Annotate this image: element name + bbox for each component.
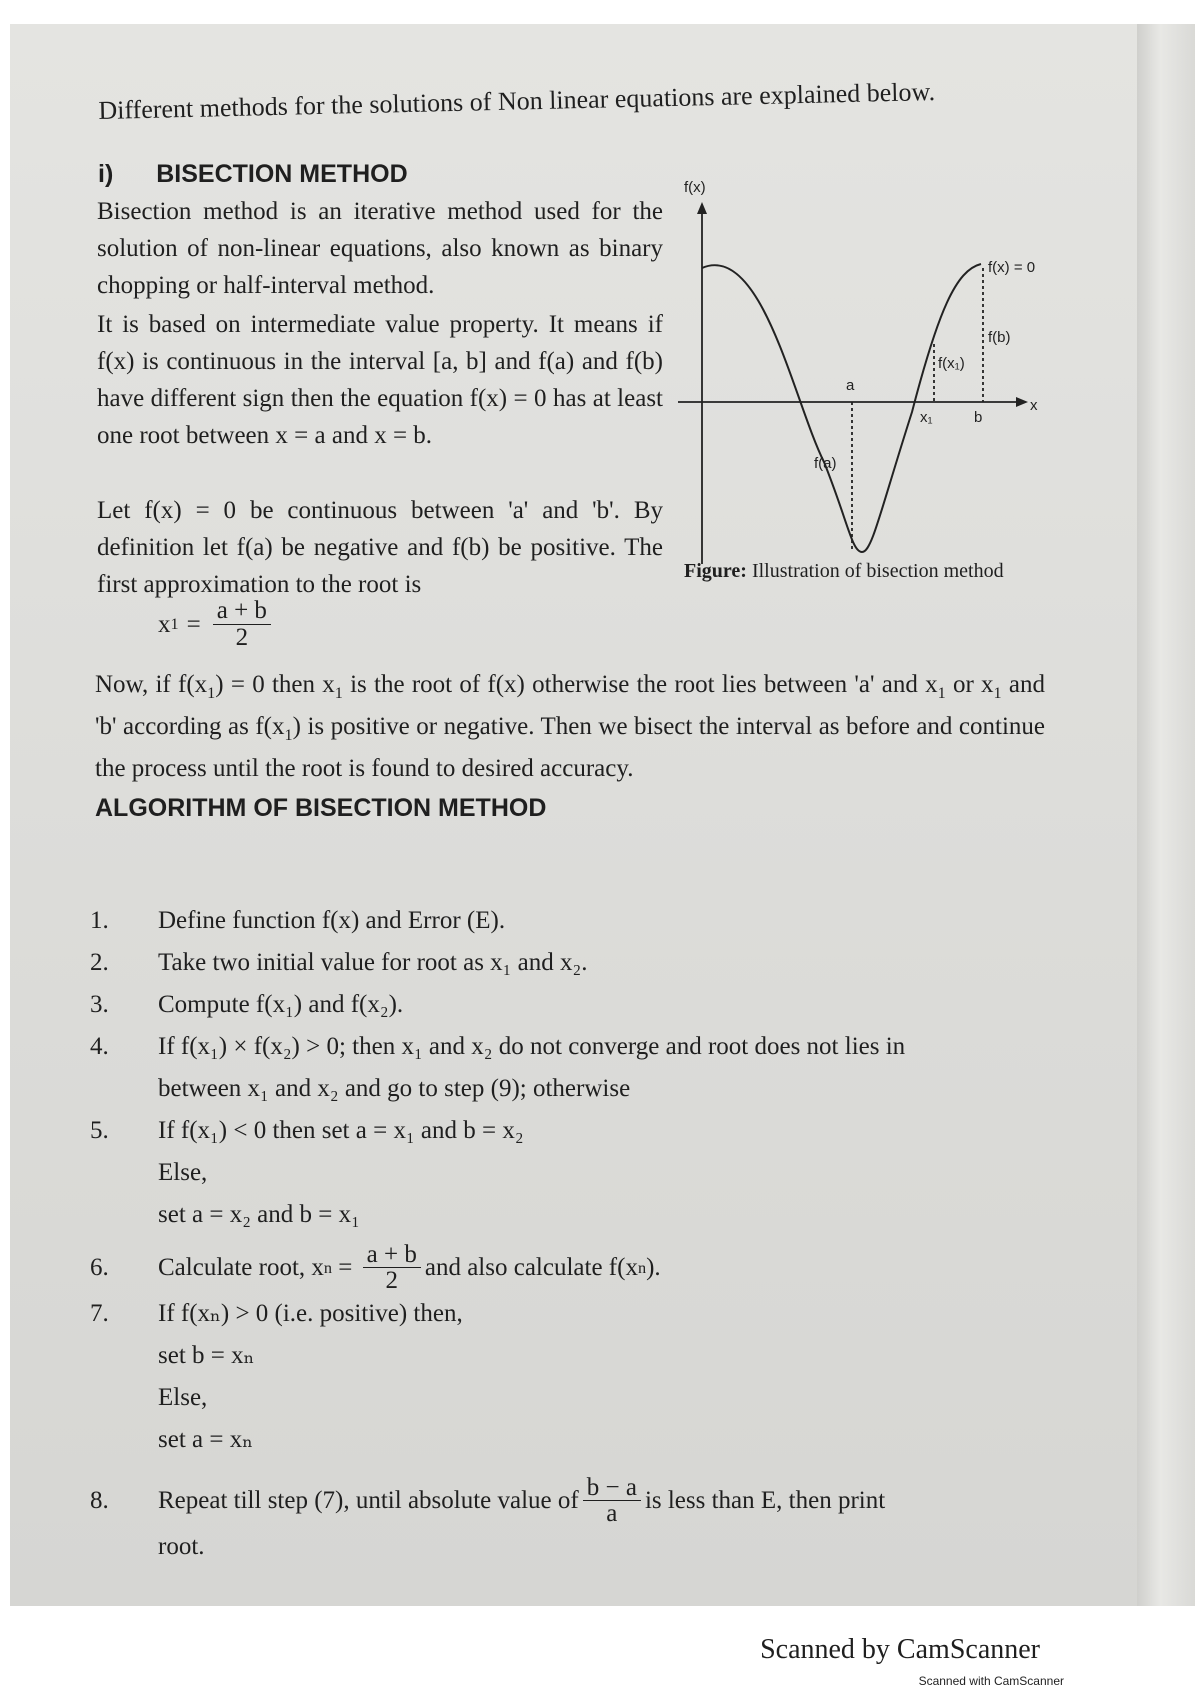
error-fraction: $\frac{b - a}{a}$ xyxy=(583,1475,641,1526)
step-number: 7. xyxy=(90,1300,109,1327)
step-text: If f(xₙ) > 0 (i.e. positive) then, xyxy=(158,1300,463,1327)
figure-caption-text: Illustration of bisection method xyxy=(746,560,1004,582)
step-1 xyxy=(90,900,1130,942)
algorithm-title: ALGORITHM OF BISECTION METHOD xyxy=(95,794,547,822)
paragraph-root-test: Now, if $f(x_1) = 0$ then $x_1$ is the root of f(x) otherwise the root lies between 'a' and $x_1$ or $x_1$ and 'b' according as $f(x_1)$ is positive or negative. Then we bisect the interval as before and continue the process until the root is found to desired accuracy. xyxy=(95,671,1046,782)
paragraph-ivt: It is based on intermediate value property. It means if f(x) is continuous in the interval [a, b] and f(a) and f(b) have different sign then the equation f(x) = 0 has at least one root between x = a and x = b. xyxy=(97,311,663,449)
step-7-set-b: set b = xₙ xyxy=(158,1342,255,1369)
step-number: 8. xyxy=(90,1486,109,1514)
formula-lhs-sub: 1 xyxy=(170,615,179,634)
step-number: 4. xyxy=(90,1033,109,1060)
step-5 xyxy=(90,1110,1130,1152)
camscanner-footer: Scanned with CamScanner xyxy=(918,1674,1064,1688)
section-title: BISECTION METHOD xyxy=(156,160,408,188)
x1-label: x₁ xyxy=(920,409,933,426)
step-text: Repeat till step (7), until absolute value of $\frac{b - a}{a}$ is less than E, then print xyxy=(158,1474,886,1527)
formula-numerator: a + b xyxy=(213,598,271,625)
step-text: Compute f(x₁) and f(x₂). xyxy=(158,991,404,1018)
fx0-label: f(x) = 0 xyxy=(988,259,1036,276)
camscanner-watermark: Scanned by CamScanner xyxy=(760,1634,1040,1665)
a-label: a xyxy=(846,377,855,394)
step-2 xyxy=(90,942,1130,984)
step-text: If f(x₁) < 0 then set a = x₁ and b = x₂ xyxy=(158,1117,524,1144)
formula-x1 xyxy=(158,598,275,652)
paragraph-definition: Bisection method is an iterative method used for the solution of non-linear equations, also known as binary chopping or half-interval method. xyxy=(97,198,663,299)
step-4-continued: between x₁ and x₂ and go to step (9); otherwise xyxy=(158,1075,631,1102)
step-number: 1. xyxy=(90,907,109,934)
step-7 xyxy=(90,1293,1130,1335)
figure-caption xyxy=(684,560,1004,583)
function-curve xyxy=(702,264,981,552)
x-axis-arrow xyxy=(1016,397,1028,407)
step-6 xyxy=(90,1242,1130,1293)
step-number: 2. xyxy=(90,949,109,976)
fx1-label: f(x₁) xyxy=(938,355,965,372)
step-4 xyxy=(90,1026,1130,1068)
step-text: Calculate root, x n = $\frac{a + b}{2}$ and also calculate f(x n ). xyxy=(158,1241,661,1294)
step-number: 5. xyxy=(90,1117,109,1144)
root-fraction: $\frac{a + b}{2}$ xyxy=(363,1242,421,1293)
x-axis-label: x xyxy=(1030,397,1038,414)
step-text: Define function f(x) and Error (E). xyxy=(158,907,506,934)
step-8 xyxy=(90,1475,1130,1526)
fa-label: f(a) xyxy=(814,455,837,472)
page-fold-shadow xyxy=(1137,24,1195,1606)
b-label: b xyxy=(974,409,983,426)
section-number: i) xyxy=(98,160,114,188)
step-number: 3. xyxy=(90,991,109,1018)
intro-text: Different methods for the solutions of Non linear equations are explained below. xyxy=(98,77,936,125)
step-text: Take two initial value for root as x₁ and x₂. xyxy=(158,949,588,976)
step-text: If f(x₁) × f(x₂) > 0; then x₁ and x₂ do not converge and root does not lies in xyxy=(158,1033,906,1060)
step-5-else: Else, xyxy=(158,1159,208,1186)
step-5-else-text: set a = x₂ and b = x₁ xyxy=(158,1201,360,1228)
figure-caption-bold: Figure: xyxy=(684,560,747,582)
algorithm-steps xyxy=(90,900,1130,1568)
y-axis-label: f(x) xyxy=(684,179,706,196)
formula-denominator: 2 xyxy=(235,624,249,652)
step-7-else: Else, xyxy=(158,1384,208,1411)
bisection-figure xyxy=(676,172,1060,598)
formula-fraction xyxy=(213,598,271,652)
fb-label: f(b) xyxy=(988,329,1011,346)
formula-equals: = xyxy=(186,611,201,639)
step-3 xyxy=(90,984,1130,1026)
formula-lhs: x xyxy=(158,611,171,639)
paragraph-first-approx: Let f(x) = 0 be continuous between 'a' and 'b'. By definition let f(a) be negative and f(b) be positive. The first approximation to the root is xyxy=(97,497,663,598)
section-heading xyxy=(98,160,408,189)
step-8-continued: root. xyxy=(158,1533,205,1560)
step-7-set-a: set a = xₙ xyxy=(158,1426,254,1453)
y-axis-arrow xyxy=(697,202,707,214)
step-number: 6. xyxy=(90,1253,109,1281)
